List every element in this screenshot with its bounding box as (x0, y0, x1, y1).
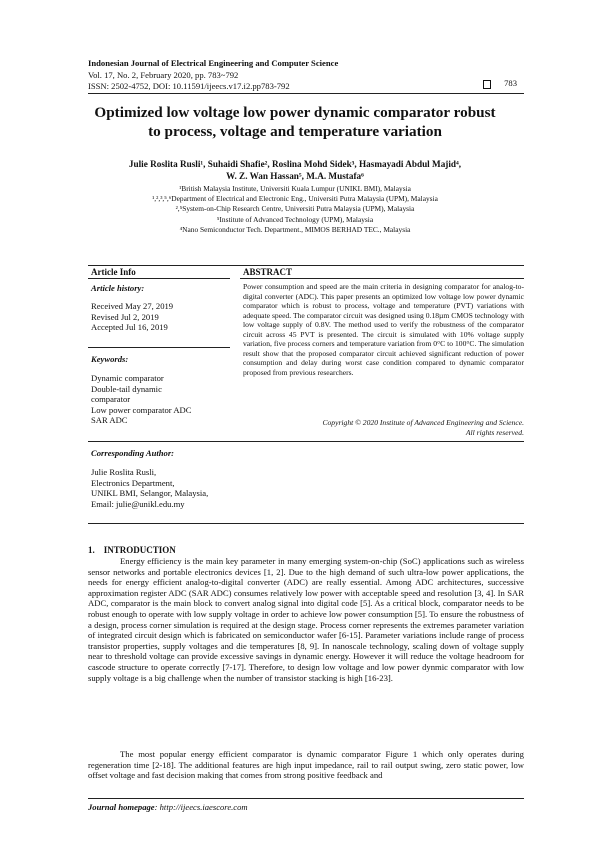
journal-homepage: Journal homepage: http://ijeecs.iaescore.com (88, 802, 248, 812)
abstract-rule (240, 278, 524, 279)
keyword: SAR ADC (91, 415, 128, 426)
abstract-text: Power consumption and speed are the main criteria in designing comparator for analog-to-digital converter (ADC). This paper presents an optimized low voltage low power dynamic comparator which is robust to process, voltage and temperature (PVT) variations with adequate speed. The comparator circuit was designed using 0.18µm CMOS technology with low voltage supply of 0.8V. The method used to verify the robustness of the comparator circuit across 45 PVT is presented. The circuit is simulated with 10% voltage supply variation, five process corners and temperature variation from 0°C to 100°C. The simulation result show that the proposed comparator circuit achieved significant reduction of power consumption and delay during worst case condition compared to dynamic comparator proposed from previous researchers. (243, 282, 524, 377)
info-mid-rule (88, 441, 524, 442)
keyword: Low power comparator ADC (91, 404, 192, 415)
affiliation: ¹British Malaysia Institute, Universiti Kuala Lumpur (UNIKL BMI), Malaysia (179, 184, 411, 193)
abstract-heading: ABSTRACT (243, 267, 293, 277)
received-date: Received May 27, 2019 (91, 301, 174, 311)
info-top-rule (88, 265, 524, 266)
footer-rule (88, 798, 524, 799)
keywords-heading: Keywords: (91, 354, 129, 364)
intro-paragraph-1: Energy efficiency is the main key parameter in many emerging system-on-chip (SoC) applications such as wireless sensor networks and portable electronics devices [1, 2]. Due to the high demand of such ultra-low power applications, the needs for energy efficient analog-to-digital converter (ADC) are really essential. Among ADC architectures, successive approximation register ADC (SAR ADC) consumes relatively low power with acceptable speed and resolution [3, 4]. In SAR ADC, comparator is the main block to convert analog signal into digital code [5]. As a critical block, comparator needs to be robust enough to operate with low supply voltage in order to achieve low power consumption [5]. To ensure the robustness of a design, process corner simulation is required at the design stage. Process corner represents the extremes parameter variation of integrated circuit design which is fabricated on semiconductor wafer [6-15]. Parameter variations include range of process transistor properties, supply voltages and die temperatures [8, 9]. In nanoscale technology, scaling down of voltage supply near to threshold voltage can provide excessive savings in dynamic energy. However it will reduce the voltage headroom for cascode structure to operate correctly [7-17]. Therefore, to design low voltage and low power dynmic comparator with low supply voltage is a big challenge when the number of transistor stacking is high [16-23]. (88, 556, 524, 683)
article-info-heading: Article Info (91, 267, 136, 277)
info-bottom-rule (88, 523, 524, 524)
keyword-list (91, 373, 191, 426)
issn-doi: ISSN: 2502-4752, DOI: 10.11591/ijeecs.v17.i2.pp783-792 (88, 81, 290, 91)
info-left-rule-1 (88, 278, 230, 279)
affiliation: ²,⁵System-on-Chip Research Centre, Universiti Putra Malaysia (UPM), Malaysia (175, 204, 415, 214)
keyword: Dynamic comparator (91, 373, 164, 383)
page-number: 783 (504, 78, 517, 88)
author-institution: UNIKL BMI, Selangor, Malaysia, (91, 488, 209, 499)
volume-info: Vol. 17, No. 2, February 2020, pp. 783~792 (88, 70, 239, 80)
revised-date: Revised Jul 2, 2019 (91, 311, 159, 322)
info-left-rule-2 (88, 347, 230, 348)
corresponding-author (91, 467, 208, 509)
intro-paragraph-2: The most popular energy efficient comparator is dynamic comparator Figure 1 which only operates during regeneration time [2-18]. The additional features are high input impedance, rail to rail output swing, zero static power, low offset voltage and fast decision making that comes from strong positive feedback and (88, 749, 524, 781)
author-department: Electronics Department, (91, 477, 175, 488)
corresponding-heading: Corresponding Author: (91, 448, 175, 458)
copyright-notice: Copyright © 2020 Institute of Advanced Engineering and Science. All rights reserved. (322, 418, 524, 437)
author-email: Email: julie@unikl.edu.my (91, 498, 185, 509)
keyword: comparator (91, 394, 131, 405)
affiliation: ⁴Nano Semiconductor Tech. Department., MIMOS BERHAD TEC., Malaysia (179, 224, 411, 234)
paper-title: Optimized low voltage low power dynamic comparator robust to process, voltage and temperature variation (94, 104, 496, 140)
affiliations (80, 184, 510, 235)
history-heading: Article history: (91, 283, 145, 293)
journal-name: Indonesian Journal of Electrical Engineering and Computer Science (88, 58, 339, 68)
affiliation: ⁵Institute of Advanced Technology (UPM), Malaysia (216, 214, 374, 224)
article-history (91, 301, 173, 333)
author-name: Julie Roslita Rusli, (91, 467, 157, 477)
keyword: Double-tail dynamic (91, 383, 162, 394)
square-icon (483, 80, 491, 89)
accepted-date: Accepted Jul 16, 2019 (91, 322, 168, 333)
homepage-link[interactable]: : http://ijeecs.iaescore.com (154, 802, 248, 812)
header-rule (88, 93, 524, 94)
section-heading: 1. INTRODUCTION (88, 545, 176, 555)
author-list: Julie Roslita Rusli¹, Suhaidi Shafie², Roslina Mohd Sidek³, Hasmayadi Abdul Majid⁴, W. Z. Wan Hassan⁵, M.A. Mustafa⁶ (128, 159, 462, 181)
affiliation: ¹,²,³,⁵,⁶Department of Electrical and Electronic Eng., Universiti Putra Malaysia (UPM), Malaysia (152, 194, 438, 204)
